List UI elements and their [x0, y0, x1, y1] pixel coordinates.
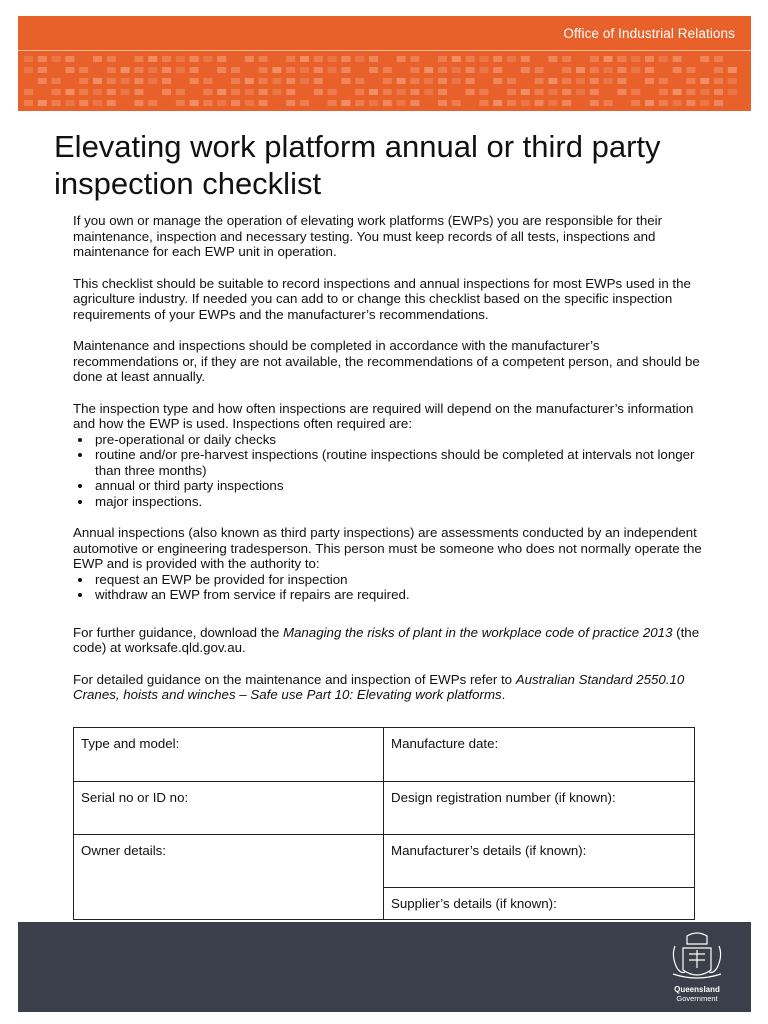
- header-dot: [190, 100, 199, 106]
- office-name: Office of Industrial Relations: [563, 26, 735, 41]
- header-dot: [714, 78, 723, 84]
- header-dot: [286, 100, 295, 106]
- guidance-text-post: (the code) at worksafe.qld.gov.au.: [73, 624, 700, 655]
- header-dot: [493, 78, 502, 84]
- header-dot: [686, 67, 695, 73]
- header-dot: [535, 89, 544, 95]
- logo-text-line1: Queensland: [674, 985, 720, 994]
- header-divider: [18, 50, 751, 51]
- header-dot: [162, 67, 171, 73]
- header-dot: [148, 78, 157, 84]
- header-dot: [479, 100, 488, 106]
- header-dot: [452, 56, 461, 62]
- serial-no-field[interactable]: Serial no or ID no:: [74, 782, 384, 835]
- header-dot: [134, 89, 143, 95]
- header-dot: [438, 78, 447, 84]
- header-dot: [521, 100, 530, 106]
- header-dot: [410, 100, 419, 106]
- header-dot: [176, 56, 185, 62]
- header-dot: [590, 56, 599, 62]
- supplier-details-field[interactable]: Supplier’s details (if known):: [384, 888, 695, 920]
- header-dot: [383, 78, 392, 84]
- header-dot: [466, 78, 475, 84]
- header-dot: [107, 100, 116, 106]
- header-dot: [631, 89, 640, 95]
- header-dot: [424, 89, 433, 95]
- header-dot: [162, 56, 171, 62]
- header-dot: [562, 78, 571, 84]
- header-dot: [134, 78, 143, 84]
- header-dot: [24, 100, 33, 106]
- intro-paragraph-3: Maintenance and inspections should be completed in accordance with the manufacturer’s recommendations or, if they are not available, the recommendations of a competent person, and should be done at least annually.: [73, 338, 700, 384]
- page-title: Elevating work platform annual or third party inspection checklist: [54, 129, 661, 201]
- header-dot: [231, 89, 240, 95]
- header-dot: [121, 89, 130, 95]
- header-dot: [383, 67, 392, 73]
- header-dot: [645, 100, 654, 106]
- header-dot: [314, 89, 323, 95]
- header-dot: [424, 78, 433, 84]
- header-dot: [79, 78, 88, 84]
- header-dot: [134, 100, 143, 106]
- header-dot: [148, 100, 157, 106]
- header-dot: [93, 56, 102, 62]
- type-model-field[interactable]: Type and model:: [74, 728, 384, 782]
- header-dot: [590, 67, 599, 73]
- header-dot: [548, 89, 557, 95]
- list-item: • request an EWP be provided for inspection: [93, 572, 703, 588]
- header-dot: [604, 78, 613, 84]
- header-dot: [604, 100, 613, 106]
- header-dot: [479, 67, 488, 73]
- header-dot: [452, 78, 461, 84]
- list-item: • major inspections.: [93, 494, 703, 510]
- header-dot: [493, 67, 502, 73]
- header-dot: [535, 100, 544, 106]
- standard-text-post: .: [501, 687, 506, 702]
- header-dot: [245, 89, 254, 95]
- header-dot: [659, 78, 668, 84]
- header-dot: [562, 100, 571, 106]
- header-dot: [562, 67, 571, 73]
- header-dot: [410, 56, 419, 62]
- header-dot: [52, 100, 61, 106]
- header-dot: [52, 78, 61, 84]
- intro-paragraph-4: The inspection type and how often inspections are required will depend on the manufacturer’s information and how the EWP is used. Inspections often required are:: [73, 400, 694, 431]
- header-dot: [121, 67, 130, 73]
- header-dot: [562, 56, 571, 62]
- header-dot: [369, 89, 378, 95]
- header-dot: [121, 78, 130, 84]
- header-dot: [259, 100, 268, 106]
- header-dot: [466, 56, 475, 62]
- ewp-details-table: [73, 727, 695, 920]
- header-dot: [93, 89, 102, 95]
- header-dot: [134, 56, 143, 62]
- manufacturer-details-field[interactable]: Manufacturer’s details (if known):: [384, 835, 695, 888]
- header-dot: [590, 89, 599, 95]
- header-dot: [424, 67, 433, 73]
- intro-paragraph-5: Annual inspections (also known as third party inspections) are assessments conducted by an independent automotive or engineering tradesperson. This person must be someone who does not normally operate the EWP and is provided with the authority to:: [73, 525, 702, 571]
- header-dot: [493, 56, 502, 62]
- header-dot: [438, 89, 447, 95]
- header-dot: [686, 89, 695, 95]
- header-dot: [728, 78, 737, 84]
- header-dot: [714, 56, 723, 62]
- header-dot: [479, 89, 488, 95]
- footer-banner: [18, 922, 751, 1012]
- intro-content: [73, 213, 703, 719]
- header-dot: [397, 100, 406, 106]
- list-item: • pre-operational or daily checks: [93, 432, 703, 448]
- header-dot: [190, 67, 199, 73]
- design-registration-field[interactable]: Design registration number (if known):: [384, 782, 695, 835]
- header-dot: [438, 56, 447, 62]
- header-dot: [686, 78, 695, 84]
- header-dot: [286, 89, 295, 95]
- header-dot: [176, 89, 185, 95]
- header-dot: [162, 78, 171, 84]
- header-dot: [217, 100, 226, 106]
- header-dot: [231, 78, 240, 84]
- header-dot: [286, 78, 295, 84]
- header-dot: [190, 56, 199, 62]
- header-dot: [341, 56, 350, 62]
- header-dot: [548, 56, 557, 62]
- header-dot: [300, 78, 309, 84]
- header-dot: [203, 56, 212, 62]
- header-dot: [231, 100, 240, 106]
- header-dot: [673, 89, 682, 95]
- header-dot-pattern: [24, 56, 744, 110]
- header-dot: [314, 56, 323, 62]
- header-dot: [617, 78, 626, 84]
- header-dot: [521, 89, 530, 95]
- header-dot: [217, 89, 226, 95]
- header-dot: [328, 100, 337, 106]
- header-dot: [562, 89, 571, 95]
- header-dot: [604, 56, 613, 62]
- header-dot: [65, 56, 74, 62]
- header-dot: [259, 56, 268, 62]
- header-dot: [65, 89, 74, 95]
- header-dot: [24, 56, 33, 62]
- header-dot: [328, 67, 337, 73]
- header-dot: [521, 56, 530, 62]
- header-dot: [245, 100, 254, 106]
- intro-paragraph-2: This checklist should be suitable to record inspections and annual inspections for most EWPs used in the agriculture industry. If needed you can add to or change this checklist based on the specific inspection requirements of your EWPs and the manufacturer’s recommendations.: [73, 275, 691, 322]
- header-dot: [590, 78, 599, 84]
- header-dot: [300, 56, 309, 62]
- header-dot: [231, 67, 240, 73]
- header-dot: [328, 56, 337, 62]
- header-dot: [79, 67, 88, 73]
- header-dot: [203, 78, 212, 84]
- guidance-paragraph: [73, 625, 703, 656]
- header-dot: [24, 89, 33, 95]
- header-dot: [341, 100, 350, 106]
- header-dot: [535, 67, 544, 73]
- header-dot: [700, 78, 709, 84]
- header-dot: [176, 100, 185, 106]
- header-dot: [700, 56, 709, 62]
- table-row: [74, 728, 695, 782]
- header-dot: [507, 100, 516, 106]
- header-dot: [93, 78, 102, 84]
- header-dot: [259, 89, 268, 95]
- standard-text-pre: For detailed guidance on the maintenance and inspection of EWPs refer to: [73, 671, 516, 687]
- header-dot: [134, 67, 143, 73]
- authority-list: [73, 572, 703, 603]
- header-dot: [107, 56, 116, 62]
- header-dot: [38, 78, 47, 84]
- header-dot: [148, 67, 157, 73]
- list-item: • routine and/or pre-harvest inspections (routine inspections should be completed at intervals not longer than three months): [93, 447, 703, 478]
- manufacture-date-field[interactable]: Manufacture date:: [384, 728, 695, 782]
- header-dot: [659, 100, 668, 106]
- header-dot: [617, 56, 626, 62]
- header-dot: [383, 100, 392, 106]
- header-dot: [203, 100, 212, 106]
- header-dot: [438, 67, 447, 73]
- header-dot: [438, 100, 447, 106]
- header-dot: [466, 89, 475, 95]
- header-dot: [728, 89, 737, 95]
- header-dot: [576, 78, 585, 84]
- list-item: • annual or third party inspections: [93, 478, 703, 494]
- header-dot: [479, 56, 488, 62]
- owner-details-field[interactable]: Owner details:: [74, 835, 384, 920]
- header-dot: [604, 67, 613, 73]
- guidance-text-pre: For further guidance, download the: [73, 624, 283, 640]
- header-dot: [259, 67, 268, 73]
- header-dot: [190, 78, 199, 84]
- header-dot: [714, 89, 723, 95]
- header-dot: [355, 89, 364, 95]
- header-dot: [728, 67, 737, 73]
- header-dot: [286, 67, 295, 73]
- header-dot: [452, 67, 461, 73]
- header-dot: [148, 56, 157, 62]
- inspection-types-list: [73, 432, 703, 510]
- header-dot: [548, 100, 557, 106]
- header-banner: [18, 16, 751, 111]
- header-dot: [466, 67, 475, 73]
- header-dot: [79, 89, 88, 95]
- header-dot: [576, 67, 585, 73]
- header-dot: [217, 67, 226, 73]
- header-dot: [162, 89, 171, 95]
- header-dot: [65, 100, 74, 106]
- header-dot: [328, 89, 337, 95]
- header-dot: [107, 89, 116, 95]
- header-dot: [535, 78, 544, 84]
- header-dot: [507, 89, 516, 95]
- table-row: [74, 835, 695, 888]
- code-of-practice-title: Managing the risks of plant in the workplace code of practice 2013: [282, 624, 673, 640]
- header-dot: [617, 67, 626, 73]
- header-dot: [369, 100, 378, 106]
- header-dot: [452, 100, 461, 106]
- header-dot: [355, 56, 364, 62]
- header-dot: [631, 100, 640, 106]
- intro-paragraph-1: If you own or manage the operation of elevating work platforms (EWPs) you are responsible for their maintenance, inspection and necessary testing. You must keep records of all tests, inspections and maintenance for each EWP unit in operation.: [73, 213, 663, 259]
- header-dot: [645, 56, 654, 62]
- header-dot: [507, 78, 516, 84]
- header-dot: [507, 56, 516, 62]
- header-dot: [369, 67, 378, 73]
- header-dot: [410, 67, 419, 73]
- header-dot: [341, 78, 350, 84]
- header-dot: [383, 89, 392, 95]
- header-dot: [245, 78, 254, 84]
- queensland-government-logo: [665, 928, 729, 1008]
- header-dot: [397, 56, 406, 62]
- header-dot: [397, 89, 406, 95]
- header-dot: [286, 56, 295, 62]
- header-dot: [714, 100, 723, 106]
- standard-title: Australian Standard 2550.10 Cranes, hoists and winches – Safe use Part 10: Elevating work platforms: [73, 671, 685, 702]
- header-dot: [300, 67, 309, 73]
- header-dot: [300, 100, 309, 106]
- header-dot: [245, 56, 254, 62]
- header-dot: [493, 100, 502, 106]
- logo-text-line2: Government: [676, 994, 718, 1003]
- header-dot: [617, 89, 626, 95]
- header-dot: [410, 78, 419, 84]
- header-dot: [673, 100, 682, 106]
- header-dot: [38, 67, 47, 73]
- header-dot: [659, 89, 668, 95]
- header-dot: [52, 89, 61, 95]
- header-dot: [107, 67, 116, 73]
- header-dot: [38, 56, 47, 62]
- header-dot: [673, 56, 682, 62]
- header-dot: [631, 67, 640, 73]
- header-dot: [397, 78, 406, 84]
- header-dot: [24, 67, 33, 73]
- header-dot: [314, 67, 323, 73]
- header-dot: [52, 56, 61, 62]
- header-dot: [590, 100, 599, 106]
- header-dot: [355, 78, 364, 84]
- header-dot: [369, 56, 378, 62]
- header-dot: [203, 89, 212, 95]
- header-dot: [314, 78, 323, 84]
- header-dot: [38, 100, 47, 106]
- header-dot: [107, 78, 116, 84]
- header-dot: [521, 67, 530, 73]
- header-dot: [217, 56, 226, 62]
- header-dot: [645, 67, 654, 73]
- header-dot: [79, 100, 88, 106]
- header-dot: [176, 67, 185, 73]
- header-dot: [548, 78, 557, 84]
- header-dot: [673, 67, 682, 73]
- header-dot: [341, 67, 350, 73]
- header-dot: [259, 78, 268, 84]
- header-dot: [700, 89, 709, 95]
- header-dot: [686, 100, 695, 106]
- header-dot: [659, 56, 668, 62]
- list-item: • withdraw an EWP from service if repairs are required.: [93, 587, 703, 603]
- standard-paragraph: [73, 672, 703, 703]
- header-dot: [272, 78, 281, 84]
- header-dot: [700, 100, 709, 106]
- header-dot: [272, 67, 281, 73]
- header-dot: [355, 100, 364, 106]
- table-row: [74, 782, 695, 835]
- header-dot: [631, 56, 640, 62]
- header-dot: [272, 89, 281, 95]
- header-dot: [93, 100, 102, 106]
- header-dot: [645, 78, 654, 84]
- header-dot: [410, 89, 419, 95]
- header-dot: [576, 89, 585, 95]
- header-dot: [714, 67, 723, 73]
- header-dot: [65, 67, 74, 73]
